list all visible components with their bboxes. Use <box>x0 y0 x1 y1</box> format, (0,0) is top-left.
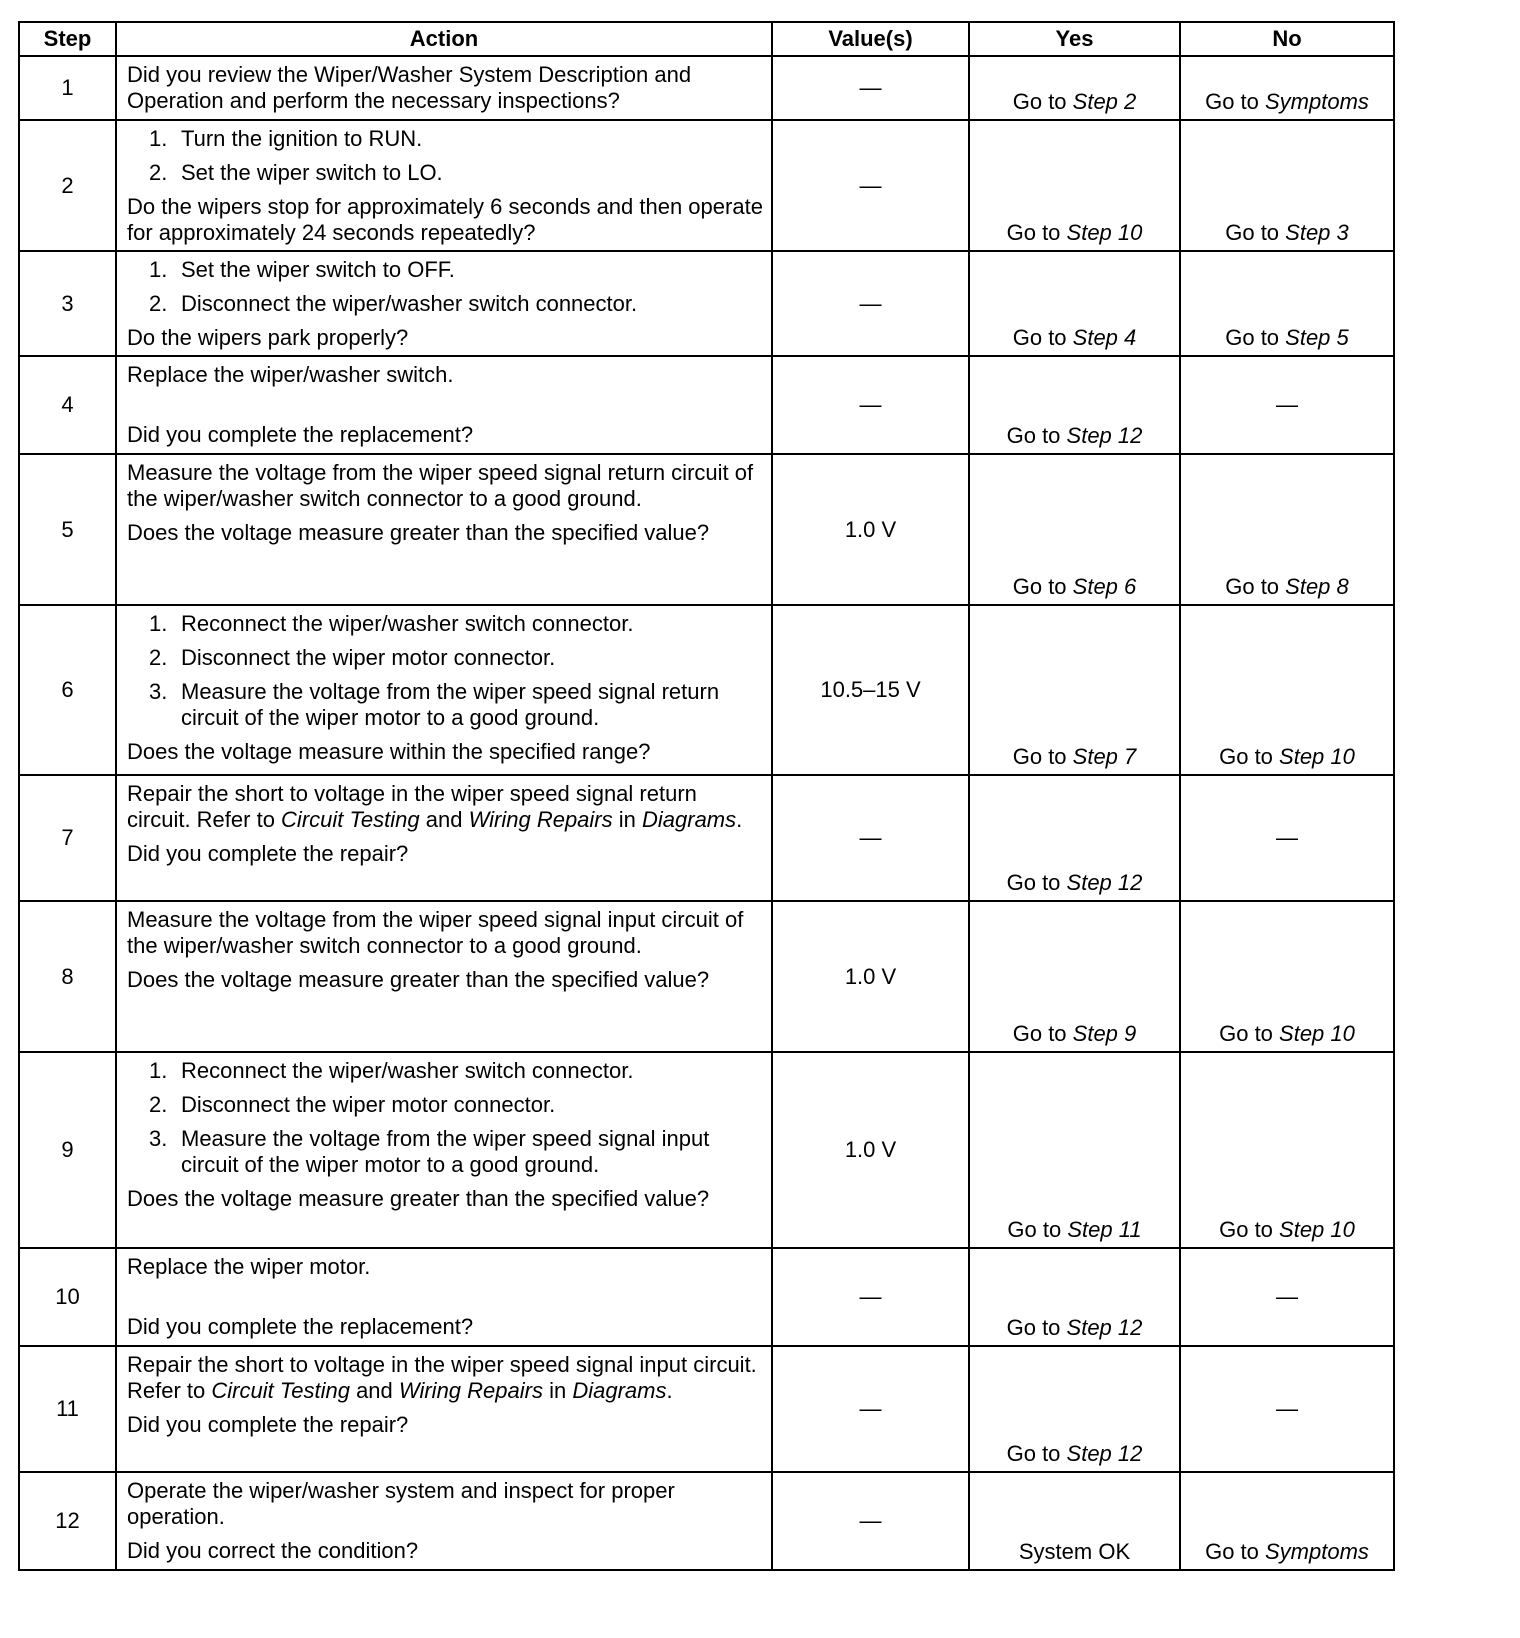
yes-target: Step 12 <box>1066 1315 1143 1340</box>
no-cell <box>1180 901 1394 1052</box>
yes-target: Step 4 <box>1072 325 1137 350</box>
no-prefix: Go to <box>1205 1539 1265 1564</box>
table-row <box>19 251 1394 356</box>
yes-prefix: Go to <box>1006 220 1067 245</box>
no-prefix: Go to <box>1225 220 1286 245</box>
action-cell <box>116 901 772 1052</box>
no-target: Symptoms <box>1265 89 1369 114</box>
value-cell: 1.0 V <box>772 454 969 605</box>
action-cell <box>116 605 772 775</box>
action-cell <box>116 1248 772 1346</box>
step-number: 10 <box>19 1248 116 1346</box>
no-cell <box>1180 1472 1394 1570</box>
yes-cell <box>969 605 1180 775</box>
header-action: Action <box>116 22 772 56</box>
header-values: Value(s) <box>772 22 969 56</box>
value-cell: 10.5–15 V <box>772 605 969 775</box>
action-cell <box>116 775 772 901</box>
header-step: Step <box>19 22 116 56</box>
list-item: 1. Turn the ignition to RUN. <box>149 126 423 151</box>
table-row <box>19 605 1394 775</box>
table-row <box>19 56 1394 120</box>
value-cell: — <box>772 56 969 120</box>
list-item: 1. Reconnect the wiper/washer switch connector. <box>149 1058 634 1083</box>
yes-target: Step 7 <box>1072 744 1137 769</box>
yes-cell <box>969 356 1180 454</box>
yes-prefix: Go to <box>1007 1217 1068 1242</box>
step-number: 2 <box>19 120 116 251</box>
list-item: 2. Disconnect the wiper motor connector. <box>149 645 556 670</box>
no-cell: — <box>1180 1346 1394 1472</box>
step-number: 12 <box>19 1472 116 1570</box>
action-text: Repair the short to voltage in the wiper speed signal return circuit. Refer to Circuit Testing and Wiring Repairs in Diagrams. <box>127 781 743 832</box>
no-cell: — <box>1180 356 1394 454</box>
no-target: Step 5 <box>1285 325 1349 350</box>
value-cell: — <box>772 1472 969 1570</box>
yes-prefix: Go to <box>1012 89 1073 114</box>
value-cell: — <box>772 120 969 251</box>
value-cell: — <box>772 1346 969 1472</box>
yes-target: Step 6 <box>1072 574 1137 599</box>
table-row <box>19 1472 1394 1570</box>
list-item: 2. Disconnect the wiper/washer switch connector. <box>149 291 638 316</box>
action-list <box>127 611 763 731</box>
action-list <box>127 1058 763 1178</box>
no-target: Step 8 <box>1285 574 1349 599</box>
list-item: 1. Reconnect the wiper/washer switch connector. <box>149 611 634 636</box>
value-cell: — <box>772 775 969 901</box>
list-item: 1. Set the wiper switch to OFF. <box>149 257 455 282</box>
yes-target: Step 11 <box>1067 1217 1142 1242</box>
step-number: 9 <box>19 1052 116 1248</box>
no-prefix: Go to <box>1219 1021 1280 1046</box>
no-target: Symptoms <box>1265 1539 1369 1564</box>
value-cell: 1.0 V <box>772 901 969 1052</box>
yes-cell <box>969 775 1180 901</box>
action-text: Replace the wiper/washer switch. <box>127 362 454 387</box>
yes-prefix: Go to <box>1012 325 1073 350</box>
action-question: Do the wipers stop for approximately 6 seconds and then operate for approximately 24 seconds repeatedly? <box>127 194 763 245</box>
list-item: 2. Disconnect the wiper motor connector. <box>149 1092 556 1117</box>
step-number: 3 <box>19 251 116 356</box>
yes-cell <box>969 1346 1180 1472</box>
action-cell <box>116 1472 772 1570</box>
action-question: Does the voltage measure greater than the specified value? <box>127 1186 710 1211</box>
table-row <box>19 454 1394 605</box>
ref-diagrams: Diagrams <box>642 807 737 832</box>
diagnostic-table <box>18 21 1395 1571</box>
no-prefix: Go to <box>1225 574 1286 599</box>
yes-target: Step 12 <box>1066 423 1143 448</box>
header-row <box>19 22 1394 56</box>
action-question: Does the voltage measure greater than the specified value? <box>127 520 710 545</box>
value-cell: 1.0 V <box>772 1052 969 1248</box>
yes-target: Step 12 <box>1066 1441 1143 1466</box>
list-item: 3. Measure the voltage from the wiper speed signal input circuit of the wiper motor to a good ground. <box>149 1126 710 1177</box>
ref-circuit-testing: Circuit Testing <box>211 1378 350 1403</box>
action-question: Did you correct the condition? <box>127 1538 419 1563</box>
no-cell <box>1180 251 1394 356</box>
ref-wiring-repairs: Wiring Repairs <box>398 1378 543 1403</box>
action-cell <box>116 1346 772 1472</box>
action-cell <box>116 356 772 454</box>
action-question: Does the voltage measure greater than the specified value? <box>127 967 710 992</box>
no-target: Step 3 <box>1285 220 1349 245</box>
yes-prefix: Go to <box>1012 744 1073 769</box>
yes-target: Step 2 <box>1072 89 1137 114</box>
step-number: 7 <box>19 775 116 901</box>
yes-cell <box>969 901 1180 1052</box>
step-number: 5 <box>19 454 116 605</box>
action-text: Measure the voltage from the wiper speed signal input circuit of the wiper/washer switch connector to a good ground. <box>127 907 744 958</box>
action-cell <box>116 56 772 120</box>
yes-cell <box>969 1248 1180 1346</box>
yes-prefix: Go to <box>1006 1441 1067 1466</box>
yes-cell <box>969 251 1180 356</box>
no-cell: — <box>1180 775 1394 901</box>
step-number: 8 <box>19 901 116 1052</box>
table-row <box>19 120 1394 251</box>
action-cell <box>116 251 772 356</box>
table-row <box>19 356 1394 454</box>
list-item: 2. Set the wiper switch to LO. <box>149 160 443 185</box>
action-list <box>127 257 763 317</box>
table-row <box>19 901 1394 1052</box>
list-item: 3. Measure the voltage from the wiper speed signal return circuit of the wiper motor to a good ground. <box>149 679 720 730</box>
no-prefix: Go to <box>1225 325 1286 350</box>
table-row <box>19 1248 1394 1346</box>
no-prefix: Go to <box>1205 89 1265 114</box>
yes-target: Step 9 <box>1072 1021 1137 1046</box>
value-cell: — <box>772 1248 969 1346</box>
yes-prefix: Go to <box>1006 423 1067 448</box>
yes-target: Step 10 <box>1066 220 1143 245</box>
action-cell <box>116 454 772 605</box>
no-target: Step 10 <box>1279 1021 1355 1046</box>
action-question: Do the wipers park properly? <box>127 325 409 350</box>
action-question: Did you complete the repair? <box>127 1412 409 1437</box>
value-cell: — <box>772 356 969 454</box>
yes-prefix: Go to <box>1006 1315 1067 1340</box>
header-yes: Yes <box>969 22 1180 56</box>
no-prefix: Go to <box>1219 744 1280 769</box>
no-cell <box>1180 1052 1394 1248</box>
no-cell: — <box>1180 1248 1394 1346</box>
step-number: 4 <box>19 356 116 454</box>
action-question: Did you complete the repair? <box>127 841 409 866</box>
action-text: Operate the wiper/washer system and inspect for proper operation. <box>127 1478 675 1529</box>
yes-cell <box>969 454 1180 605</box>
action-question: Does the voltage measure within the specified range? <box>127 739 651 764</box>
ref-circuit-testing: Circuit Testing <box>281 807 420 832</box>
action-text: Measure the voltage from the wiper speed signal return circuit of the wiper/washer switch connector to a good ground. <box>127 460 754 511</box>
header-no: No <box>1180 22 1394 56</box>
yes-prefix: Go to <box>1012 1021 1073 1046</box>
table-row <box>19 1346 1394 1472</box>
step-number: 1 <box>19 56 116 120</box>
yes-cell <box>969 1052 1180 1248</box>
no-prefix: Go to <box>1219 1217 1280 1242</box>
action-text: Replace the wiper motor. <box>127 1254 371 1279</box>
yes-prefix: Go to <box>1006 870 1067 895</box>
action-text: Repair the short to voltage in the wiper speed signal input circuit. Refer to Circuit Testing and Wiring Repairs in Diagrams. <box>127 1352 757 1403</box>
action-cell <box>116 1052 772 1248</box>
yes-cell <box>969 56 1180 120</box>
no-cell <box>1180 454 1394 605</box>
yes-cell <box>969 120 1180 251</box>
action-text: Did you review the Wiper/Washer System Description and Operation and perform the necessary inspections? <box>127 62 692 113</box>
yes-target: Step 12 <box>1066 870 1143 895</box>
no-target: Step 10 <box>1279 744 1355 769</box>
table-row <box>19 775 1394 901</box>
yes-prefix: Go to <box>1012 574 1073 599</box>
value-cell: — <box>772 251 969 356</box>
table-row <box>19 1052 1394 1248</box>
action-cell <box>116 120 772 251</box>
ref-diagrams: Diagrams <box>572 1378 667 1403</box>
action-question: Did you complete the replacement? <box>127 1314 474 1339</box>
no-cell <box>1180 56 1394 120</box>
action-question: Did you complete the replacement? <box>127 422 474 447</box>
ref-wiring-repairs: Wiring Repairs <box>468 807 613 832</box>
no-target: Step 10 <box>1279 1217 1355 1242</box>
step-number: 6 <box>19 605 116 775</box>
no-cell <box>1180 120 1394 251</box>
action-list <box>127 126 763 186</box>
yes-cell: System OK <box>969 1472 1180 1570</box>
no-cell <box>1180 605 1394 775</box>
step-number: 11 <box>19 1346 116 1472</box>
